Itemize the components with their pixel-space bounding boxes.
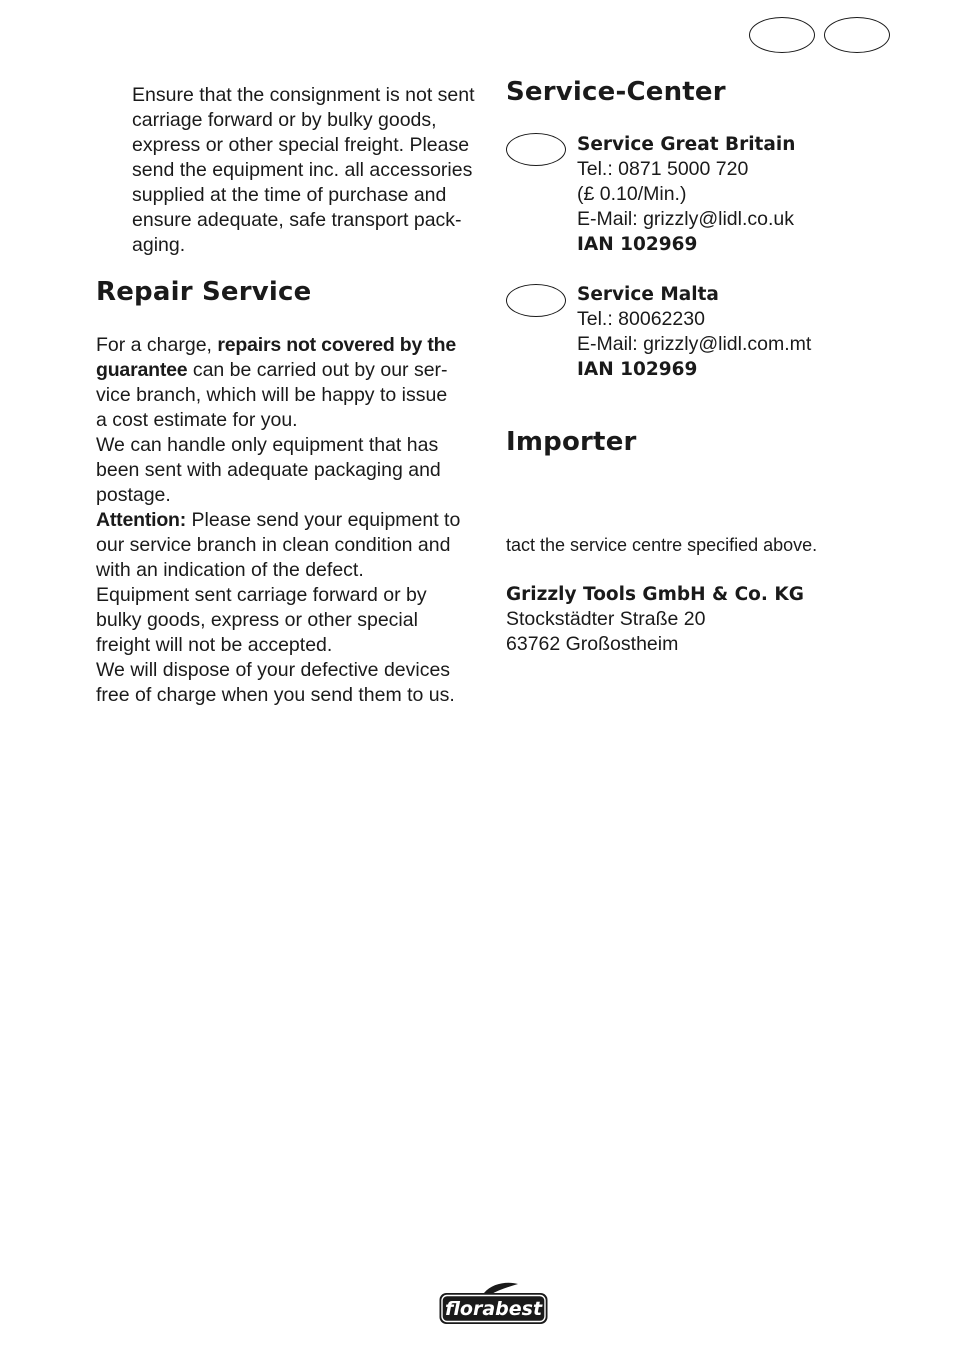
repair-line: with an indication of the defect. [96, 559, 364, 581]
shipping-line: supplied at the time of purchase and [132, 184, 447, 206]
service-mt-tel: Tel.: 80062230 [577, 308, 705, 330]
country-oval-mt [506, 284, 566, 317]
service-mt-block [577, 282, 811, 382]
repair-line: Equipment sent carriage forward or by [96, 584, 427, 606]
repair-line: freight will not be accepted. [96, 634, 333, 656]
florabest-logo [438, 1281, 550, 1327]
repair-line: We will dispose of your defective devices [96, 659, 451, 681]
shipping-line: express or other special freight. Please [132, 134, 470, 156]
service-mt-ian: IAN 102969 [577, 359, 698, 380]
repair-line: guarantee can be carried out by our ser- [96, 359, 448, 381]
repair-service-paragraph [96, 333, 460, 708]
repair-bold: repairs not covered by the [217, 334, 457, 356]
repair-line: For a charge, repairs not covered by the [96, 334, 457, 356]
repair-line: We can handle only equipment that has [96, 434, 439, 456]
service-mt-email[interactable]: E-Mail: grizzly@lidl.com.mt [577, 333, 812, 355]
repair-bold: guarantee [96, 359, 188, 381]
importer-address [506, 582, 804, 657]
service-mt-title: Service Malta [577, 284, 719, 305]
importer-company: Grizzly Tools GmbH & Co. KG [506, 584, 804, 605]
service-center-heading: Service-Center [506, 77, 726, 107]
shipping-line: Ensure that the consignment is not sent [132, 84, 475, 106]
service-gb-email[interactable]: E-Mail: grizzly@lidl.co.uk [577, 208, 795, 230]
shipping-line: carriage forward or by bulky goods, [132, 109, 437, 131]
logo-text: florabest [444, 1298, 543, 1320]
shipping-paragraph [132, 83, 475, 258]
service-gb-tel: Tel.: 0871 5000 720 [577, 158, 749, 180]
repair-line: vice branch, which will be happy to issue [96, 384, 448, 406]
repair-service-heading: Repair Service [96, 277, 312, 307]
country-oval-gb [506, 133, 566, 166]
importer-note: tact the service centre specified above. [506, 535, 818, 555]
importer-city: 63762 Großostheim [506, 633, 679, 655]
shipping-line: aging. [132, 234, 186, 256]
attention-label: Attention: [96, 509, 187, 531]
service-gb-rate: (£ 0.10/Min.) [577, 183, 687, 205]
header-oval-2 [824, 17, 890, 53]
repair-line: our service branch in clean condition and [96, 534, 451, 556]
shipping-line: send the equipment inc. all accessories [132, 159, 473, 181]
repair-line: bulky goods, express or other special [96, 609, 418, 631]
importer-street: Stockstädter Straße 20 [506, 608, 706, 630]
repair-line: been sent with adequate packaging and [96, 459, 441, 481]
repair-line: Attention: Please send your equipment to [96, 509, 461, 531]
importer-heading: Importer [506, 427, 637, 457]
repair-line: a cost estimate for you. [96, 409, 298, 431]
service-gb-title: Service Great Britain [577, 134, 796, 155]
header-oval-1 [749, 17, 815, 53]
service-gb-ian: IAN 102969 [577, 234, 698, 255]
shipping-line: ensure adequate, safe transport pack- [132, 209, 462, 231]
service-gb-block [577, 132, 795, 257]
repair-line: postage. [96, 484, 171, 506]
repair-line: free of charge when you send them to us. [96, 684, 455, 706]
